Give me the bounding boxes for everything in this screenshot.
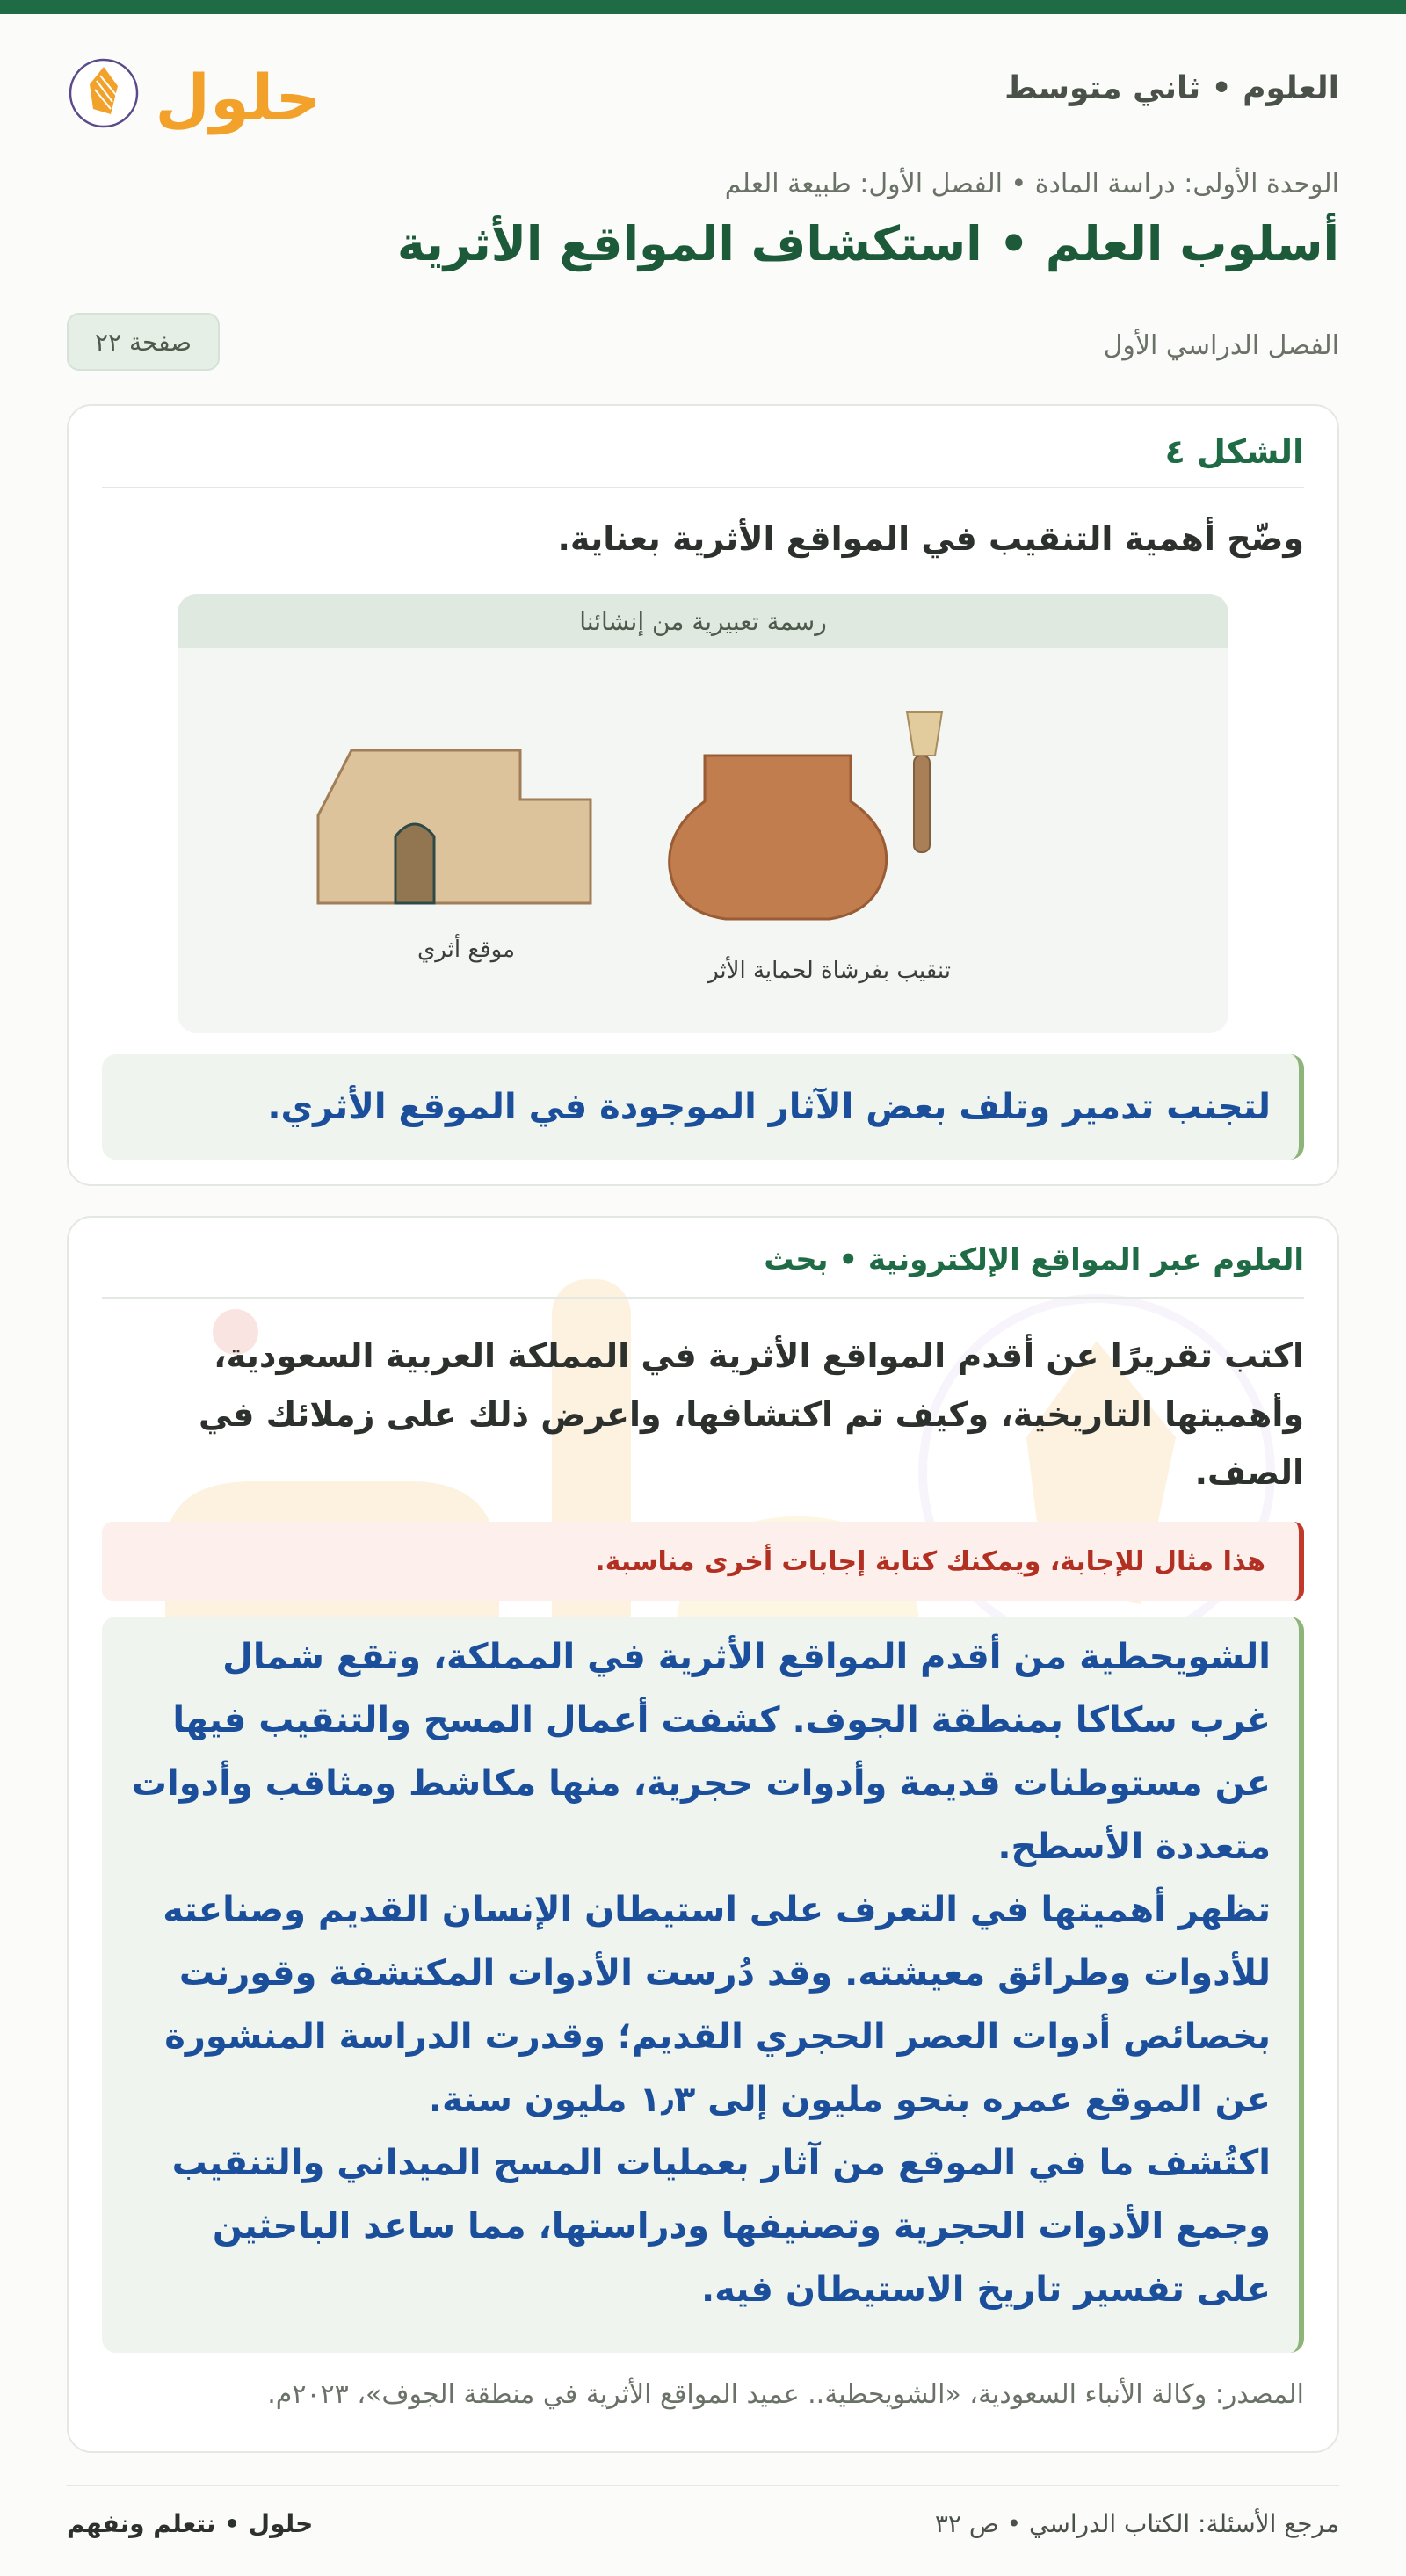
footer-divider — [67, 2485, 1339, 2486]
site-label: موقع أثري — [417, 937, 515, 963]
site-building-icon — [318, 750, 591, 903]
excavation-label: تنقيب بفرشاة لحماية الأثر — [707, 958, 951, 984]
footer-reference: مرجع الأسئلة: الكتاب الدراسي • ص ٣٢ — [934, 2509, 1339, 2538]
question-text: وضّح أهمية التنقيب في المواقع الأثرية بعناية. — [557, 519, 1304, 558]
brush-head-icon — [907, 712, 942, 756]
semester-label: الفصل الدراسي الأول — [1103, 330, 1339, 361]
figure-question-card — [67, 404, 1339, 1186]
subject-label: العلوم • ثاني متوسط — [1004, 70, 1339, 106]
card-heading — [102, 1242, 1304, 1299]
logo-text: حلول — [155, 61, 322, 134]
research-question: اكتب تقريرًا عن أقدم المواقع الأثرية في المملكة العربية السعودية، وأهميتها التاريخية، وكيف تم اكتشافها، واعرض ذلك على زملائك في الصف. — [199, 1336, 1304, 1492]
answer-paragraph-1: الشويحطية من أقدم المواقع الأثرية في المملكة، وتقع شمال غرب سكاكا بمنطقة الجوف. كشفت أعمال المسح والتنقيب فيها عن مستوطنات قديمة وأدوات حجرية، منها مكاشط ومثاقب وأدوات متعددة الأسطح. — [131, 1637, 1271, 1867]
illustration — [178, 594, 1228, 1033]
breadcrumb: الوحدة الأولى: دراسة المادة • الفصل الأول: طبيعة العلم — [724, 169, 1339, 199]
answer-box — [102, 1054, 1304, 1160]
top-accent-bar — [0, 0, 1406, 14]
answer-paragraph-3: اكتُشف ما في الموقع من آثار بعمليات المسح الميداني والتنقيب وجمع الأدوات الحجرية وتصنيفها ودراستها، مما ساعد الباحثين على تفسير تاريخ الاستيطان فيه. — [171, 2143, 1271, 2310]
site-door-icon — [395, 824, 434, 903]
card-heading — [102, 432, 1304, 488]
footer-slogan: حلول • نتعلم ونفهم — [67, 2509, 314, 2538]
example-note: هذا مثال للإجابة، ويمكنك كتابة إجابات أخرى مناسبة. — [102, 1522, 1304, 1601]
page-title: أسلوب العلم • استكشاف المواقع الأثرية — [396, 216, 1339, 271]
header — [67, 35, 1339, 167]
brush-handle-icon — [914, 756, 930, 852]
illustration-caption: رسمة تعبيرية من إنشائنا — [178, 594, 1228, 648]
figure-heading: الشكل ٤ — [1164, 432, 1304, 471]
answer-paragraph-2: تظهر أهميتها في التعرف على استيطان الإنسان القديم وصناعته للأدوات وطرائق معيشته. وقد دُرست الأدوات المكتشفة وقورنت بخصائص أدوات العصر الحجري القديم؛ وقدرت الدراسة المنشورة عن الموقع عمره بنحو مليون إلى ١٫٣ مليون سنة. — [163, 1890, 1271, 2120]
pottery-icon — [670, 756, 887, 919]
answer-text: لتجنب تدمير وتلف بعض الآثار الموجودة في الموقع الأثري. — [267, 1087, 1271, 1127]
illustration-drawing — [178, 648, 1228, 1033]
hulul-logo[interactable] — [67, 40, 322, 146]
research-answer-box — [102, 1617, 1304, 2353]
page-number-badge: صفحة ٢٢ — [67, 313, 220, 371]
research-heading: العلوم عبر المواقع الإلكترونية • بحث — [764, 1242, 1304, 1277]
research-card — [67, 1216, 1339, 2453]
source-citation: المصدر: وكالة الأنباء السعودية، «الشويحطية.. عميد المواقع الأثرية في منطقة الجوف»، ٢٠٢٣م. — [267, 2379, 1304, 2410]
